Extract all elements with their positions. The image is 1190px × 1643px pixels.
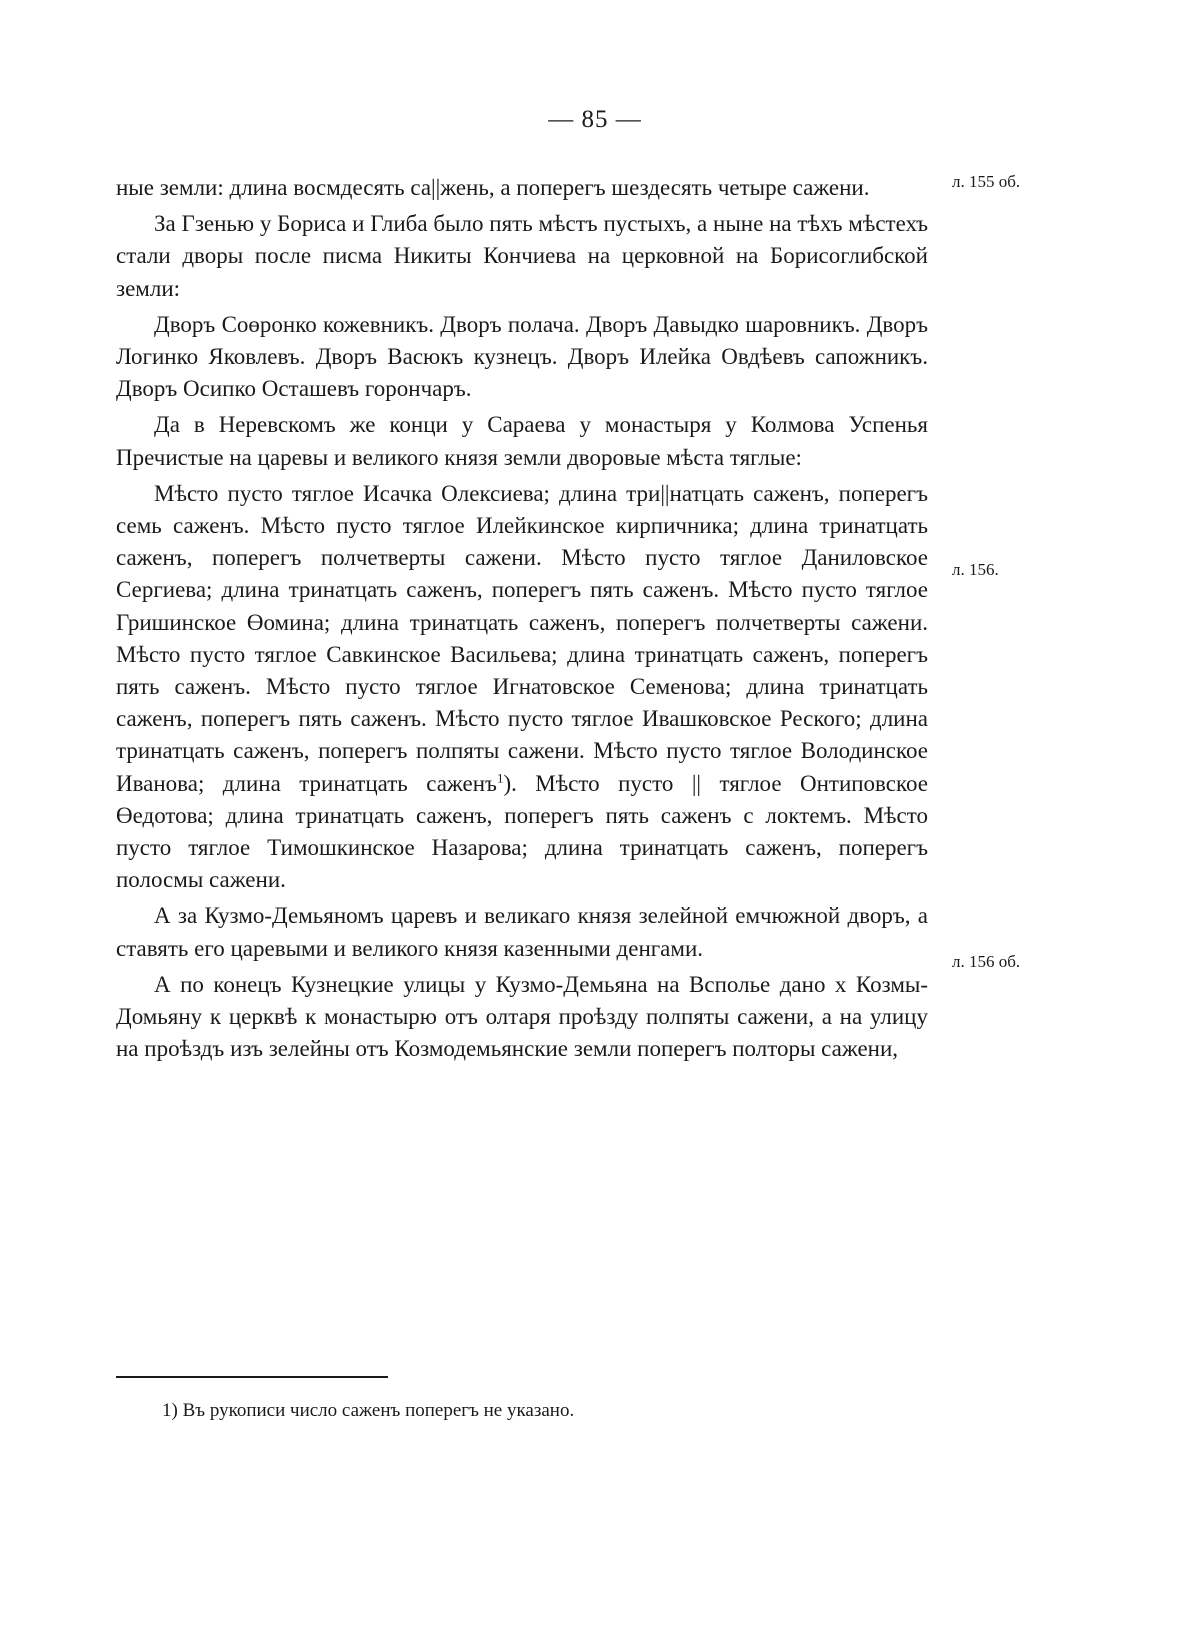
footnote-marker: 1) <box>162 1400 178 1421</box>
paragraph: За Гзенью у Бориса и Глиба было пять мѣстъ пустыхъ, а ныне на тѣхъ мѣстехъ стали дворы после писма Никиты Кончиева на церковной на Борисоглибской земли: <box>116 211 928 301</box>
paragraph: А по конецъ Кузнецкие улицы у Кузмо-Демьяна на Всполье дано х Козмы-Домьяну к церквѣ к монастырю отъ олтаря проѣзду полпяты сажени, а на улицу на проѣздъ изъ зелейны отъ Козмодемьянские земли поперегъ полторы сажени, <box>116 971 928 1062</box>
paragraph-part: Мѣсто пусто тяглое Исачка Олексиева; длина три||натцать саженъ, поперегъ семь саженъ. Мѣсто пусто тяглое Илейкинское кирпичника; длина тринатцать саженъ, поперегъ полчетверты сажени. Мѣсто пусто тяглое Даниловское Сергиева; длина тринатцать саженъ, поперегъ пять саженъ. Мѣсто пусто тяглое Гришинское Өомина; длина тринатцать саженъ, поперегъ полчетверты сажени. Мѣсто пусто тяглое Савкинское Васильева; длина тринатцать саженъ, поперегъ пять саженъ. Мѣсто пусто тяглое Игнатовское Семенова; длина тринатцать саженъ, поперегъ пять саженъ. Мѣсто пусто тяглое Ивашковское Реского; длина тринатцать саженъ, поперегъ полпяты сажени. Мѣсто пусто тяглое Володинское Иванова; длина тринатцать саженъ <box>116 480 928 796</box>
footnote-text: Въ рукописи число саженъ поперегъ не указано. <box>182 1400 575 1421</box>
paragraph <box>116 478 928 897</box>
margin-folio-note: л. 156. <box>952 560 999 579</box>
footnote-divider <box>116 1376 388 1378</box>
footnote-reference: 1 <box>496 770 504 785</box>
page-number: — 85 — <box>548 106 642 133</box>
footnote <box>162 1398 922 1424</box>
margin-folio-note: л. 155 об. <box>952 172 1021 191</box>
paragraph: А за Кузмо-Демьяномъ царевъ и великаго князя зелейной емчюжной дворъ, а ставять его царевыми и великого князя казенными денгами. <box>116 903 928 961</box>
paragraph: Дворъ Соөронко кожевникъ. Дворъ полача. Дворъ Давыдко шаровникъ. Дворъ Логинко Яковлевъ. Дворъ Васюкъ кузнецъ. Дворъ Илейка Овдѣевъ сапожникъ. Дворъ Осипко Осташевъ горончаръ. <box>116 311 928 402</box>
margin-folio-note: л. 156 об. <box>952 952 1021 971</box>
paragraph-part: ). Мѣсто пусто || тяглое Онтиповское Өедотова; длина тринатцать саженъ, поперегъ пять саженъ с локтемъ. Мѣсто пусто тяглое Тимошкинское Назарова; длина тринатцать саженъ, поперегъ полосмы сажени. <box>116 770 928 893</box>
paragraph: ные земли: длина восмдесять са||жень, а поперегъ шездесять четыре сажени. <box>116 175 870 200</box>
paragraph: Да в Неревскомъ же конци у Сараева у монастыря у Колмова Успенья Пречистые на царевы и великого князя земли дворовые мѣста тяглые: <box>116 412 928 470</box>
main-text <box>116 172 928 1069</box>
